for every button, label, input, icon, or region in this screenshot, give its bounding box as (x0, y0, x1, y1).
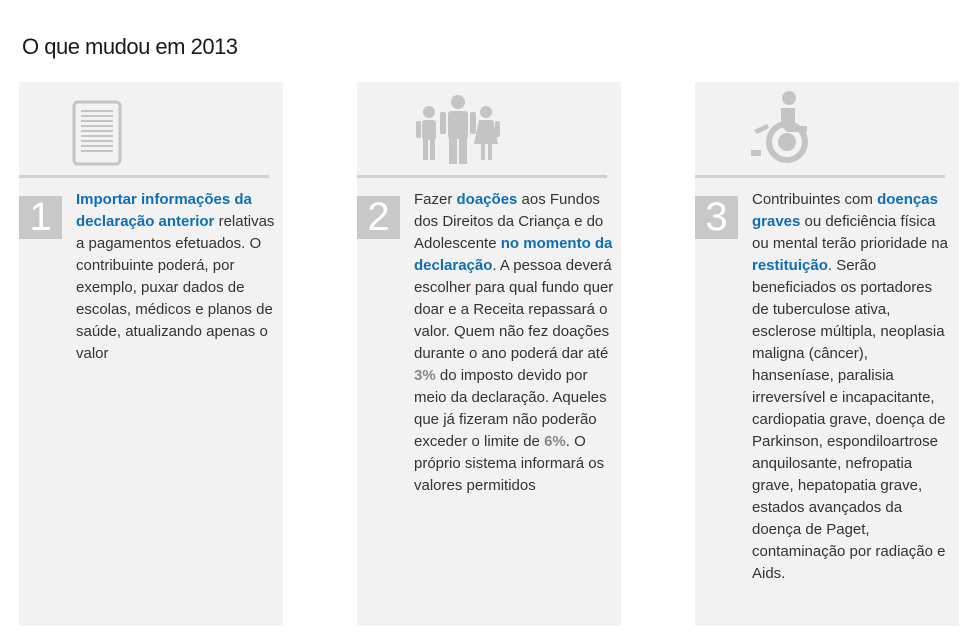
card-1-divider (19, 175, 269, 178)
text-segment: aos Fundos dos Direitos da Criança e do Adolescente (414, 191, 604, 252)
text-segment: ou deficiência física ou mental terão prioridade na (752, 213, 948, 252)
highlight-text: doações (456, 191, 518, 208)
family-icon (413, 94, 503, 166)
card-1-icon-area (19, 82, 283, 175)
highlight-text: no momento da declaração (414, 235, 613, 274)
card-2-number: 2 (357, 196, 400, 239)
text-segment: . Serão beneficiados os portadores de tuberculose ativa, esclerose múltipla, neoplasia maligna (câncer), hanseníase, paralisia irreversível e incapacitante, cardiopatia grave, doença de Parkinson, espondiloartrose anquilosante, nefropatia grave, hepatopatia grave, estados avançados da doença de Paget, contaminação por radiação e Aids. (752, 257, 946, 582)
card-3 (695, 82, 959, 626)
highlight-text: 6% (544, 433, 566, 450)
card-3-icon-area (695, 82, 959, 175)
document-icon (72, 100, 122, 166)
card-3-number: 3 (695, 196, 738, 239)
highlight-text: doenças graves (752, 191, 938, 230)
highlight-text: restituição (752, 257, 828, 274)
card-3-divider (695, 175, 945, 178)
text-segment: Contribuintes com (752, 191, 878, 208)
text-segment: Fazer (414, 191, 457, 208)
text-segment: relativas a pagamentos efetuados. O contribuinte poderá, por exemplo, puxar dados de escolas, médicos e planos de saúde, atualizando apenas o valor (76, 213, 275, 362)
wheelchair-icon (751, 90, 817, 164)
card-1-text (76, 189, 276, 365)
text-segment: do imposto devido por meio da declaração. Aqueles que já fizeram não poderão exceder o limite de (414, 367, 607, 450)
card-3-text (752, 189, 952, 585)
card-2 (357, 82, 621, 626)
page-title: O que mudou em 2013 (22, 34, 238, 59)
highlight-text: 3% (414, 367, 436, 384)
highlight-text: Importar informações da declaração anterior (76, 191, 252, 230)
text-segment: . O próprio sistema informará os valores permitidos (414, 433, 605, 494)
card-1-number: 1 (19, 196, 62, 239)
card-2-icon-area (357, 82, 621, 175)
card-2-divider (357, 175, 607, 178)
text-segment: . A pessoa deverá escolher para qual fundo quer doar e a Receita repassará o valor. Quem não fez doações durante o ano poderá dar até (414, 257, 614, 362)
card-1 (19, 82, 283, 626)
card-2-text (414, 189, 614, 497)
